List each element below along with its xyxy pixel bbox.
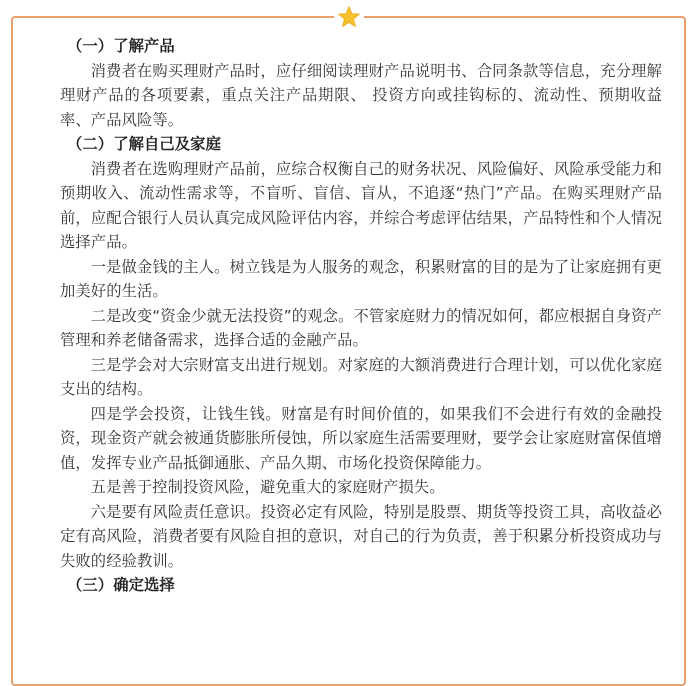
paragraph: 一是做金钱的主人。树立钱是为人服务的观念，积累财富的目的是为了让家庭拥有更加美好的生活。 [60,257,662,300]
paragraph: 消费者在购买理财产品时，应仔细阅读理财产品说明书、合同条款等信息，充分理解理财产品的各项要素，重点关注产品期限、 投资方向或挂钩标的、流动性、预期收益率、产品风险等。 [60,61,662,129]
paragraph: 五是善于控制投资风险，避免重大的家庭财产损失。 [90,478,445,496]
article-body [60,34,662,598]
section-heading-1: （一）了解产品 [67,37,175,55]
paragraph: 四是学会投资，让钱生钱。财富是有时间价值的，如果我们不会进行有效的金融投资，现金资产就会被通货膨胀所侵蚀，所以家庭生活需要理财，要学会让家庭财富保值增值，发挥专业产品抵御通胀、产品久期、市场化投资保障能力。 [60,404,662,472]
section-heading-2: （二）了解自己及家庭 [67,135,221,153]
paragraph: 消费者在选购理财产品前，应综合权衡自己的财务状况、风险偏好、风险承受能力和预期收入、流动性需求等，不盲听、盲信、盲从，不追逐“热门”产品。在购买理财产品前，应配合银行人员认真完成风险评估内容，并综合考虑评估结果，产品特性和个人情况选择产品。 [60,159,662,251]
star-icon [334,4,364,30]
paragraph: 二是改变“资金少就无法投资”的观念。不管家庭财力的情况如何，都应根据自身资产管理和养老储备需求，选择合适的金融产品。 [60,306,662,349]
paragraph: 三是学会对大宗财富支出进行规划。对家庭的大额消费进行合理计划，可以优化家庭支出的结构。 [60,355,662,398]
paragraph: 六是要有风险责任意识。投资必定有风险，特别是股票、期货等投资工具，高收益必定有高风险，消费者要有风险自担的意识，对自己的行为负责，善于积累分析投资成功与失败的经验教训。 [60,502,662,570]
section-heading-3: （三）确定选择 [67,576,175,594]
